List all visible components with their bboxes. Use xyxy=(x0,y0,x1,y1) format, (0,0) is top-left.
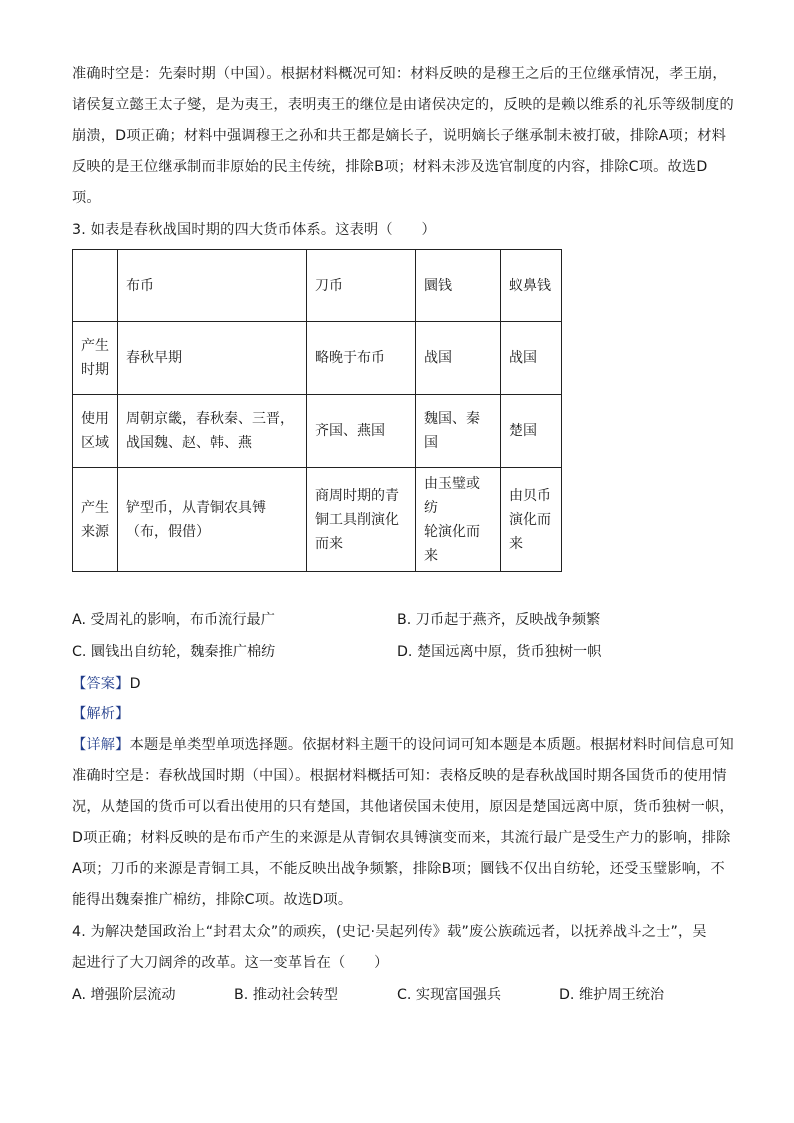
table-cell: 由贝币 演化而 来 xyxy=(501,468,562,572)
question-4-stem: 4. 为解决楚国政治上“封君太众”的顽疾，(史记·吴起列传》载”废公族疏远者，以抚养战斗之士”，吴 xyxy=(72,924,707,940)
table-row-label: 使用 区域 xyxy=(73,395,118,468)
q4-option-c: C. 实现富国强兵 xyxy=(397,987,502,1003)
table-header-cell: 蚁鼻钱 xyxy=(501,250,562,322)
table-cell: 春秋早期 xyxy=(118,322,307,395)
table-row xyxy=(73,468,562,572)
analysis-tag: 【解析】 xyxy=(72,706,130,722)
intro-line: 反映的是王位继承制而非原始的民主传统，排除B项；材料未涉及选官制度的内容，排除C项。故选D xyxy=(72,159,708,175)
option-a: A. 受周礼的影响，布币流行最广 xyxy=(72,612,275,628)
table-row-label: 产生 时期 xyxy=(73,322,118,395)
q4-option-a: A. 增强阶层流动 xyxy=(72,987,176,1003)
table-row-label: 产生 来源 xyxy=(73,468,118,572)
table-cell: 略晚于布币 xyxy=(307,322,416,395)
option-d: D. 楚国远离中原，货币独树一帜 xyxy=(397,644,602,660)
detail-line: 能得出魏秦推广棉纺，排除C项。故选D项。 xyxy=(72,892,353,908)
option-c: C. 圜钱出自纺轮，魏秦推广棉纺 xyxy=(72,644,276,660)
detail-line: D项正确；材料反映的是布币产生的来源是从青铜农具镈演变而来，其流行最广是受生产力的影响，排除 xyxy=(72,830,731,846)
table-header-row xyxy=(73,250,562,322)
table-header-cell: 圜钱 xyxy=(416,250,501,322)
table-cell: 铲型币，从青铜农具镈 （布，假借） xyxy=(118,468,307,572)
table-header-cell: 刀币 xyxy=(307,250,416,322)
answer-tag: 【答案】 xyxy=(72,676,130,692)
table-header-cell: 布币 xyxy=(118,250,307,322)
option-b: B. 刀币起于燕齐，反映战争频繁 xyxy=(397,612,601,628)
table-corner-cell xyxy=(73,250,118,322)
intro-line: 准确时空是：先秦时期（中国）。根据材料概况可知：材料反映的是穆王之后的王位继承情况，孝王崩， xyxy=(72,66,727,82)
answer-line xyxy=(72,674,732,694)
table-cell: 魏国、秦国 xyxy=(416,395,501,468)
table-cell: 由玉璧或纺 轮演化而来 xyxy=(416,468,501,572)
answer-value: D xyxy=(129,676,141,692)
question-4-stem: 起进行了大刀阔斧的改革。这一变革旨在（ ） xyxy=(72,955,389,971)
table-cell: 楚国 xyxy=(501,395,562,468)
intro-line: 诸侯复立懿王太子燮，是为夷王，表明夷王的继位是由诸侯决定的，反映的是赖以维系的礼乐等级制度的 xyxy=(72,97,734,113)
intro-line: 崩溃，D项正确；材料中强调穆王之孙和共王都是嫡长子，说明嫡长子继承制未被打破，排除A项；材料 xyxy=(72,128,727,144)
table-cell: 周朝京畿，春秋秦、三晋， 战国魏、赵、韩、燕 xyxy=(118,395,307,468)
intro-line: 项。 xyxy=(72,190,101,206)
table-cell: 战国 xyxy=(416,322,501,395)
question-3-stem: 3. 如表是春秋战国时期的四大货币体系。这表明（ ） xyxy=(72,222,436,238)
table-row xyxy=(73,322,562,395)
detail-line: A项；刀币的来源是青铜工具，不能反映出战争频繁，排除B项；圜钱不仅出自纺轮，还受玉璧影响，不 xyxy=(72,861,725,877)
detail-line: 况，从楚国的货币可以看出使用的只有楚国，其他诸侯国未使用，原因是楚国远离中原，货币独树一帜， xyxy=(72,799,734,815)
table-cell: 齐国、燕国 xyxy=(307,395,416,468)
detail-tag: 【详解】 xyxy=(72,737,130,753)
q4-option-d: D. 维护周王统治 xyxy=(559,987,665,1003)
detail-line: 【详解】本题是单类型单项选择题。依据材料主题干的设问词可知本题是本质题。根据材料时间信息可知 xyxy=(72,737,734,753)
q4-option-b: B. 推动社会转型 xyxy=(234,987,338,1003)
detail-line: 准确时空是：春秋战国时期（中国）。根据材料概括可知：表格反映的是春秋战国时期各国货币的使用情 xyxy=(72,768,727,784)
table-cell: 商周时期的青 铜工具削演化 而来 xyxy=(307,468,416,572)
currency-table xyxy=(72,249,562,572)
table-cell: 战国 xyxy=(501,322,562,395)
table-row xyxy=(73,395,562,468)
